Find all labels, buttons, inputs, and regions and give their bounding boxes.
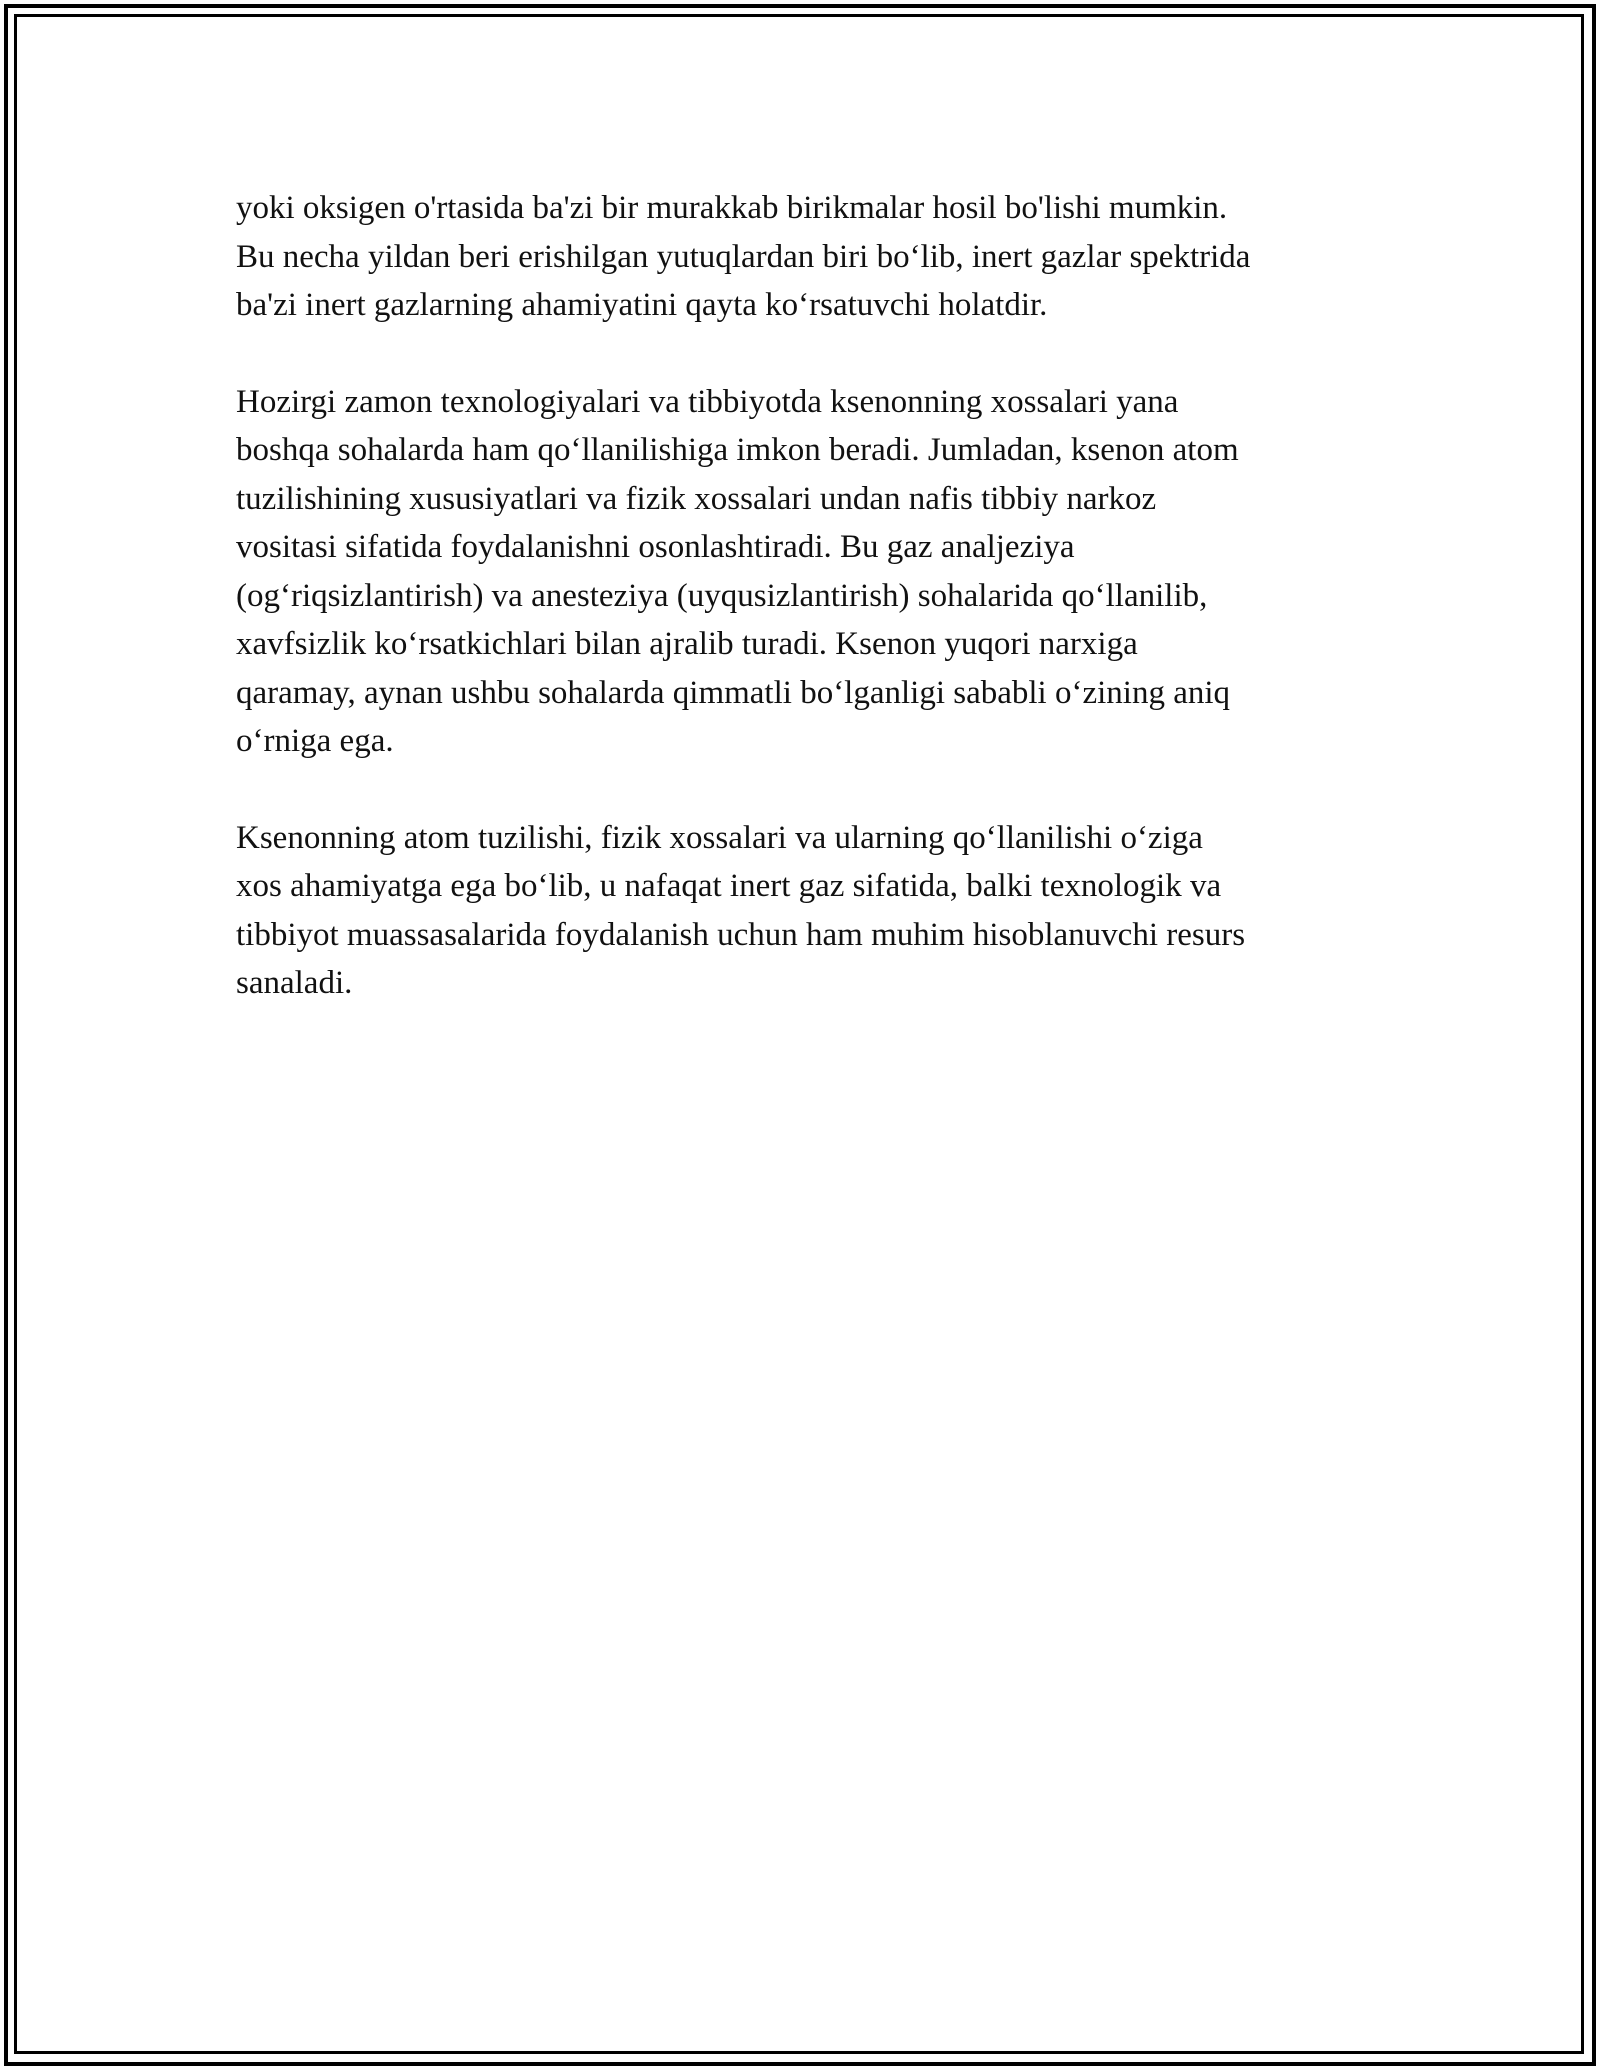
paragraph-1: yoki oksigen o'rtasida ba'zi bir murakkab birikmalar hosil bo'lishi mumkin. Bu necha yildan beri erishilgan yutuqlardan biri bo‘lib, inert gazlar spektrida ba'zi inert gazlarning ahamiyatini qayta ko‘rsatuvchi holatdir. [236, 190, 1251, 323]
document-body [236, 184, 1376, 1056]
paragraph-3: Ksenonning atom tuzilishi, fizik xossalari va ularning qo‘llanilishi o‘ziga xos ahamiyatga ega bo‘lib, u nafaqat inert gaz sifatida, balki texnologik va tibbiyot muassasalarida foydalanish uchun ham muhim hisoblanuvchi resurs sanaladi. [236, 819, 1246, 1001]
paragraph-2: Hozirgi zamon texnologiyalari va tibbiyotda ksenonning xossalari yana boshqa sohalarda ham qo‘llanilishiga imkon beradi. Jumladan, ksenon atom tuzilishining xususiyatlari va fizik xossalari undan nafis tibbiy narkoz vositasi sifatida foydalanishni osonlashtiradi. Bu gaz analjeziya (og‘riqsizlantirish) va anesteziya (uyqusizlantirish) sohalarida qo‘llanilib, xavfsizlik ko‘rsatkichlari bilan ajralib turadi. Ksenon yuqori narxiga qaramay, aynan ushbu sohalarda qimmatli bo‘lganligi sababli o‘zining aniq o‘rniga ega. [236, 383, 1239, 759]
